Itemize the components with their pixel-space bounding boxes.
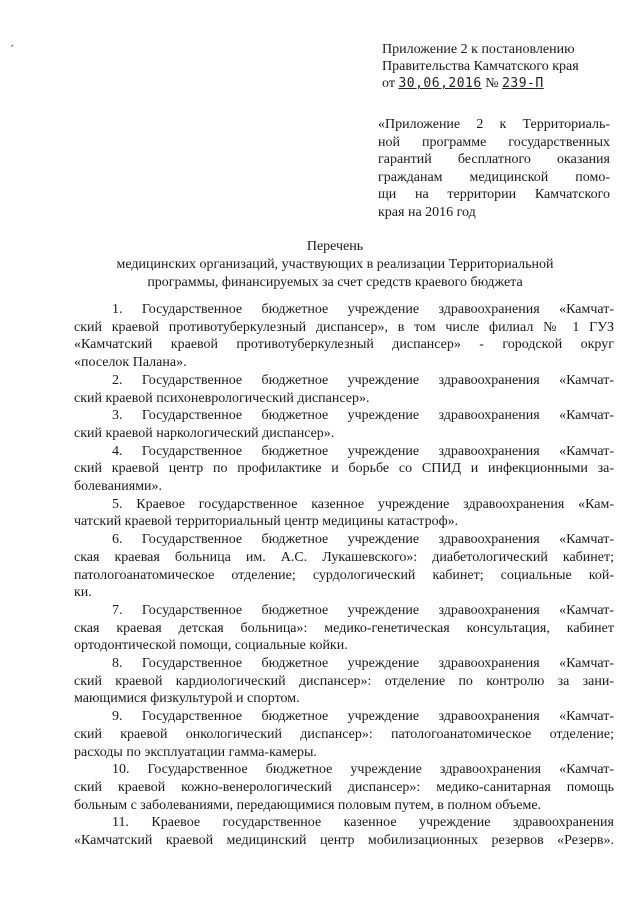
list-item-line: ская краевая больница им. А.С. Лукашевского»: диабетологический кабинет;: [74, 549, 614, 565]
resolution-date: 30,06,2016: [398, 76, 482, 91]
number-sign: №: [485, 76, 499, 91]
title-subheading-line: программы, финансируемых за счет средств краевого бюджета: [147, 275, 523, 290]
list-item-line: ский краевой онкологический диспансер»: патологоанатомическое отделение;: [74, 726, 614, 742]
annex-line: щи на территории Камчатского: [378, 187, 610, 203]
list-item-line: 8. Государственное бюджетное учреждение здравоохранения «Камчат-: [112, 656, 614, 672]
list-item-line: ортодонтической помощи, социальные койки.: [74, 638, 348, 654]
list-item-line: 11. Краевое государственное казенное учреждение здравоохранения: [112, 815, 614, 831]
list-item-line: болеваниями».: [74, 479, 163, 495]
list-item-line: 10. Государственное бюджетное учреждение здравоохранения «Камчат-: [112, 762, 614, 778]
list-item-line: ский краевой наркологический диспансер».: [74, 425, 335, 441]
list-item-line: ский краевой противотуберкулезный диспансер», в том числе филиал № 1 ГУЗ: [74, 319, 614, 335]
annex-line: гражданам медицинской помо-: [378, 169, 610, 185]
title-heading: Перечень: [306, 239, 364, 254]
list-item-line: «поселок Палана».: [74, 355, 187, 371]
list-item-line: мающимися физкультурой и спортом.: [74, 691, 300, 707]
annex-line: края на 2016 год: [378, 204, 476, 220]
list-item-line: ский краевой психоневрологический диспансер».: [74, 390, 370, 406]
list-item-line: больным с заболеваниями, передающимися половым путем, в полном объеме.: [74, 797, 542, 813]
margin-tick-mark: ˊ: [10, 42, 15, 57]
list-item-line: ский краевой кардиологический диспансер»: отделение по контролю за зани-: [74, 673, 614, 689]
list-item-line: «Камчатский краевой медицинский центр мобилизационных резервов «Резерв».: [74, 833, 614, 849]
list-item-line: 9. Государственное бюджетное учреждение здравоохранения «Камчат-: [112, 709, 614, 725]
list-item-line: 2. Государственное бюджетное учреждение здравоохранения «Камчат-: [112, 372, 614, 388]
annex-line: гарантий бесплатного оказания: [378, 152, 610, 168]
list-item-line: 3. Государственное бюджетное учреждение здравоохранения «Камчат-: [112, 408, 614, 424]
list-item-line: чатский краевой территориальный центр медицины катастроф».: [74, 514, 459, 530]
list-item-line: ская краевая детская больница»: медико-генетическая консультация, кабинет: [74, 620, 614, 636]
resolution-header: [382, 41, 610, 92]
title-subheading-line: медицинских организаций, участвующих в реализации Территориальной: [116, 257, 554, 272]
list-item-line: «Камчатский краевой противотуберкулезный диспансер» - городской округ: [74, 337, 614, 353]
header-line-2: Правительства Камчатского края: [382, 59, 579, 74]
list-item-line: ки.: [74, 585, 92, 601]
list-item-line: 6. Государственное бюджетное учреждение здравоохранения «Камчат-: [112, 532, 614, 548]
list-item-line: 7. Государственное бюджетное учреждение здравоохранения «Камчат-: [112, 602, 614, 618]
list-item-line: патологоанатомическое отделение; сурдологический кабинет; социальные кой-: [74, 567, 614, 583]
list-item-line: ский краевой центр по профилактике и борьбе со СПИД и инфекционными за-: [74, 461, 614, 477]
resolution-number: 239-П: [502, 76, 544, 91]
list-item-line: 5. Краевое государственное казенное учреждение здравоохранения «Кам-: [112, 496, 614, 512]
document-title: [60, 238, 610, 292]
list-item-line: ский краевой кожно-венерологический диспансер»: медико-санитарная помощь: [74, 779, 614, 795]
list-item-line: 1. Государственное бюджетное учреждение здравоохранения «Камчат-: [112, 302, 614, 317]
annex-line: ной программе государственных: [378, 134, 610, 150]
annex-line: «Приложение 2 к Территориаль-: [378, 117, 610, 132]
header-line-1: Приложение 2 к постановлению: [382, 42, 575, 57]
list-item-line: расходы по эксплуатации гамма-камеры.: [74, 744, 317, 760]
list-item-line: 4. Государственное бюджетное учреждение здравоохранения «Камчат-: [112, 443, 614, 459]
header-date-line: [382, 75, 610, 92]
annex-reference: [378, 116, 610, 222]
header-from-label: от: [382, 76, 395, 91]
organization-list: [74, 301, 614, 850]
